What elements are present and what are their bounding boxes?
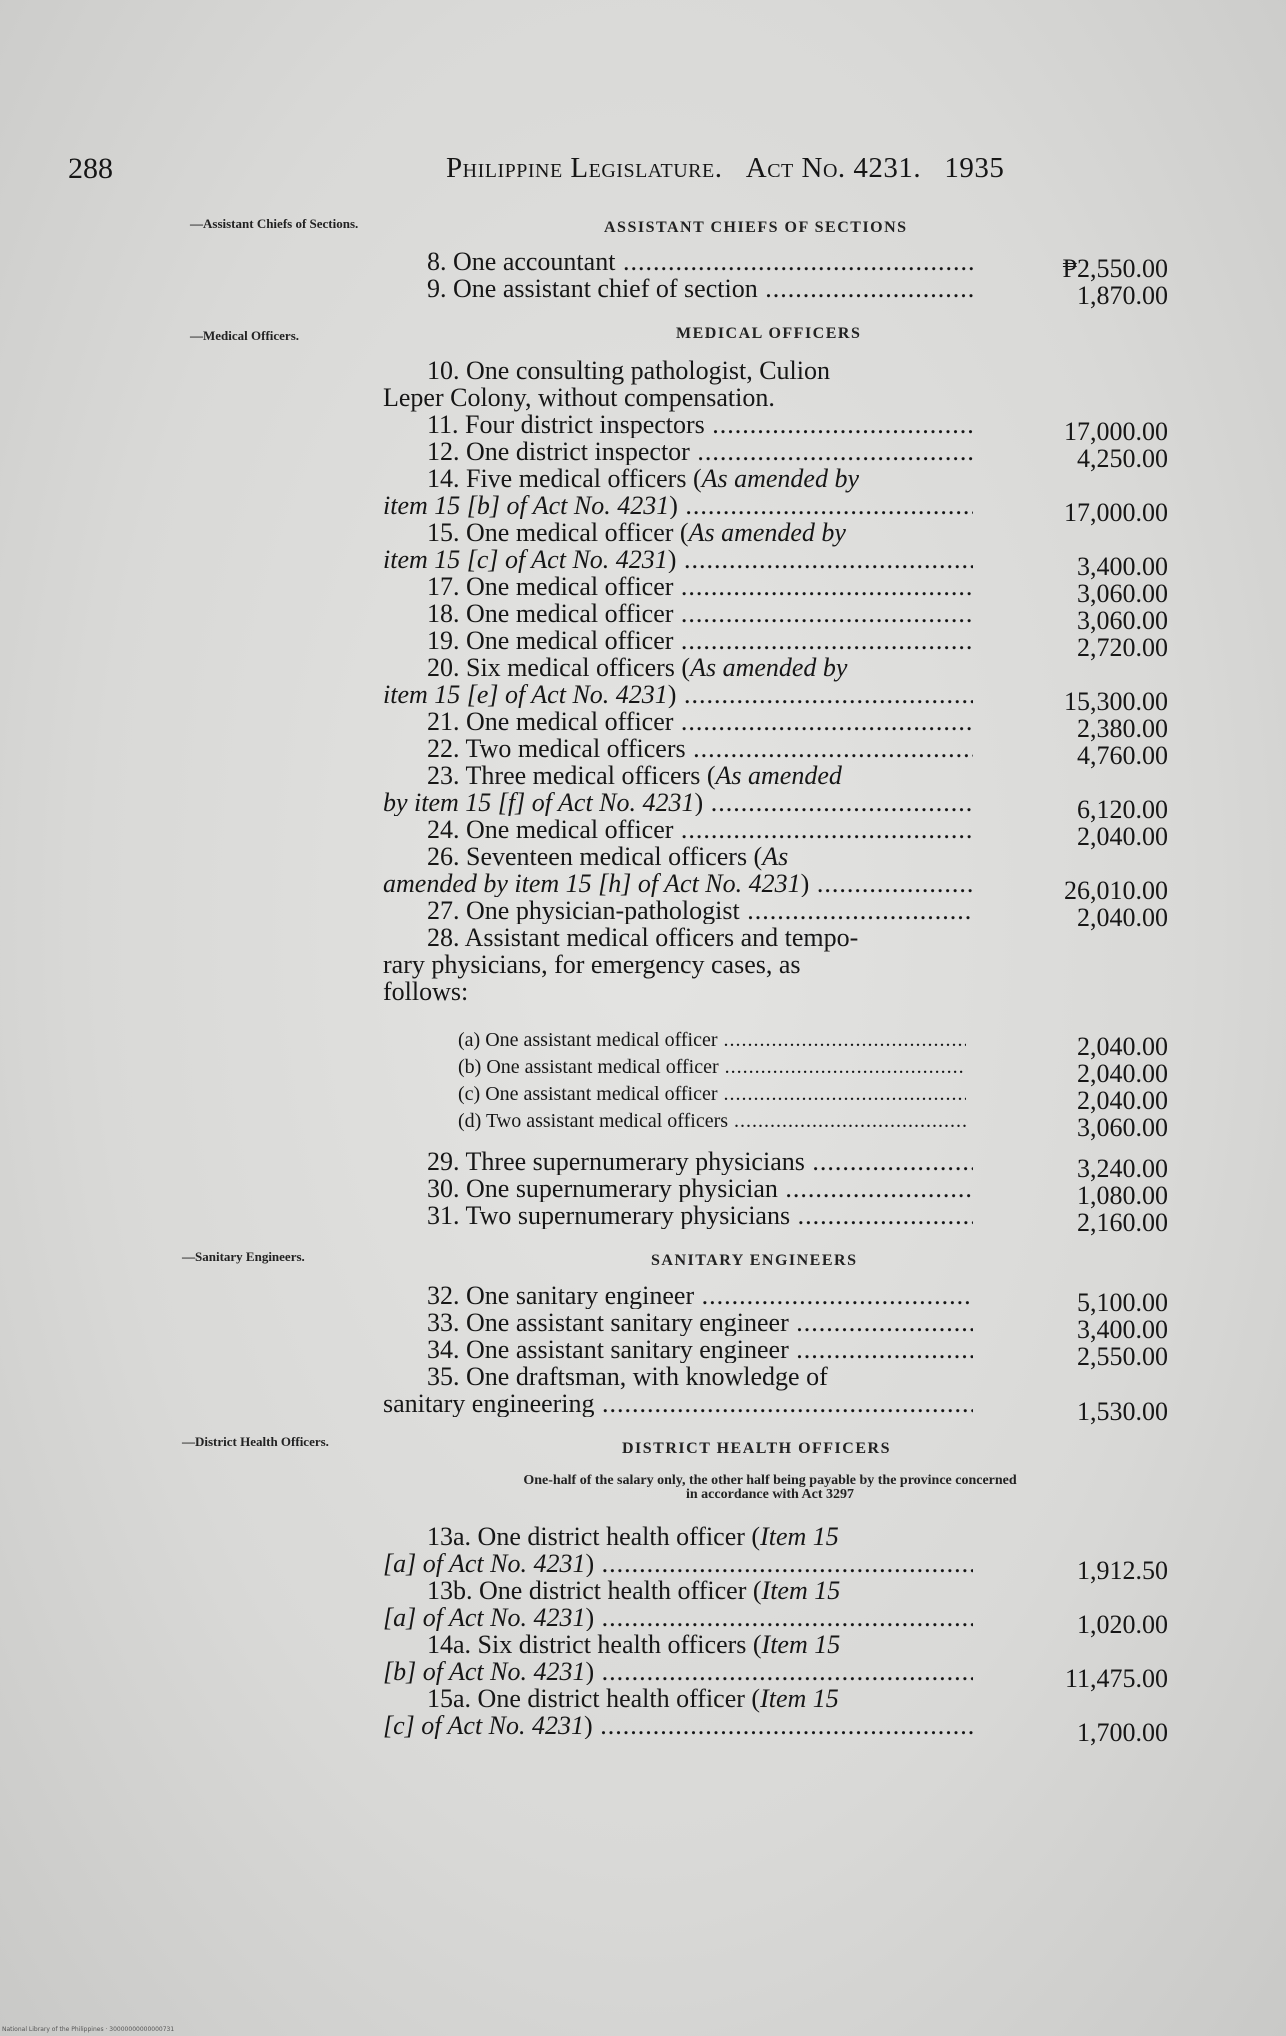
amount-20: 15,300.00 <box>1064 687 1168 716</box>
item-26-line-2: amended by item 15 [h] of Act No. 4231) ..... <box>383 870 973 897</box>
amount-13b: 1,020.00 <box>1077 1610 1168 1639</box>
item-10-line-1: 10. One consulting pathologist, Culion <box>427 356 830 385</box>
margin-note-medical-officers: —Medical Officers. <box>190 328 300 343</box>
item-23-line-2: by item 15 [f] of Act No. 4231) ..... <box>383 789 973 816</box>
amount-sub-d: 3,060.00 <box>1077 1113 1168 1142</box>
item-15-line-2: item 15 [c] of Act No. 4231) ..... <box>383 546 973 573</box>
item-22: 22. Two medical officers ..... <box>427 735 973 762</box>
item-34: 34. One assistant sanitary engineer ..... <box>427 1336 973 1363</box>
item-18: 18. One medical officer ..... <box>427 600 973 627</box>
amount-sub-b: 2,040.00 <box>1077 1059 1168 1088</box>
item-19: 19. One medical officer ..... <box>427 627 973 654</box>
amount-29: 3,240.00 <box>1077 1154 1168 1183</box>
margin-note-assistant-chiefs: —Assistant Chiefs of Sections. <box>190 216 359 231</box>
page-number: 288 <box>68 152 113 185</box>
sub-item-a: (a) One assistant medical officer ..... <box>458 1029 966 1052</box>
amount-34: 2,550.00 <box>1077 1342 1168 1371</box>
salary-note-line-2: in accordance with Act 3297 <box>686 1487 854 1502</box>
section-head-district-health-officers: DISTRICT HEALTH OFFICERS <box>622 1440 891 1457</box>
amount-8: ₱2,550.00 <box>1062 254 1168 283</box>
item-8: 8. One accountant ..... <box>427 248 973 275</box>
item-17: 17. One medical officer ..... <box>427 573 973 600</box>
running-head <box>446 152 1004 185</box>
amount-sub-c: 2,040.00 <box>1077 1086 1168 1115</box>
library-stamp: National Library of the Philippines · 30000000000000731 <box>2 2026 175 2033</box>
item-33: 33. One assistant sanitary engineer ..... <box>427 1309 973 1336</box>
item-21: 21. One medical officer ..... <box>427 708 973 735</box>
item-14-line-1: 14. Five medical officers (As amended by <box>427 464 860 493</box>
item-15a-line-1: 15a. One district health officer (Item 15 <box>427 1684 839 1713</box>
running-head-act: Act No. 4231. <box>745 152 922 184</box>
item-35-line-2: sanitary engineering ..... <box>383 1390 973 1417</box>
item-14a-line-1: 14a. Six district health officers (Item 15 <box>427 1630 841 1659</box>
item-13a-line-2: [a] of Act No. 4231) ..... <box>383 1550 973 1577</box>
salary-note-line-1: One-half of the salary only, the other half being payable by the province concerned <box>523 1473 1017 1488</box>
amount-sub-a: 2,040.00 <box>1077 1032 1168 1061</box>
amount-30: 1,080.00 <box>1077 1181 1168 1210</box>
item-15a-line-2: [c] of Act No. 4231) ..... <box>383 1712 973 1739</box>
item-28-line-1: 28. Assistant medical officers and tempo- <box>427 923 859 952</box>
item-13a-line-1: 13a. One district health officer (Item 15 <box>427 1522 839 1551</box>
item-30: 30. One supernumerary physician ..... <box>427 1175 973 1202</box>
section-head-assistant-chiefs: ASSISTANT CHIEFS OF SECTIONS <box>604 219 908 236</box>
section-head-sanitary-engineers: SANITARY ENGINEERS <box>651 1252 858 1269</box>
item-11: 11. Four district inspectors ..... <box>427 411 973 438</box>
section-head-medical-officers: MEDICAL OFFICERS <box>676 325 862 342</box>
item-9: 9. One assistant chief of section ..... <box>427 275 973 302</box>
amount-22: 4,760.00 <box>1077 741 1168 770</box>
item-14a-line-2: [b] of Act No. 4231) ..... <box>383 1658 973 1685</box>
item-32: 32. One sanitary engineer ..... <box>427 1282 973 1309</box>
amount-18: 3,060.00 <box>1077 606 1168 635</box>
item-31: 31. Two supernumerary physicians ..... <box>427 1202 973 1229</box>
amount-33: 3,400.00 <box>1077 1315 1168 1344</box>
amount-12: 4,250.00 <box>1077 444 1168 473</box>
amount-11: 17,000.00 <box>1064 417 1168 446</box>
item-29: 29. Three supernumerary physicians ..... <box>427 1148 973 1175</box>
amount-13a: 1,912.50 <box>1077 1556 1168 1585</box>
amount-9: 1,870.00 <box>1077 281 1168 310</box>
item-23-line-1: 23. Three medical officers (As amended <box>427 761 842 790</box>
running-head-legislature: Philippine Legislature. <box>446 152 723 184</box>
amount-14: 17,000.00 <box>1064 498 1168 527</box>
item-20-line-2: item 15 [e] of Act No. 4231) ..... <box>383 681 973 708</box>
item-13b-line-2: [a] of Act No. 4231) ..... <box>383 1604 973 1631</box>
sub-item-d: (d) Two assistant medical officers ..... <box>458 1110 966 1133</box>
amount-24: 2,040.00 <box>1077 822 1168 851</box>
item-20-line-1: 20. Six medical officers (As amended by <box>427 653 848 682</box>
item-12: 12. One district inspector ..... <box>427 438 973 465</box>
amount-17: 3,060.00 <box>1077 579 1168 608</box>
sub-item-c: (c) One assistant medical officer ..... <box>458 1083 966 1106</box>
item-27: 27. One physician-pathologist ..... <box>427 897 973 924</box>
amount-35: 1,530.00 <box>1077 1397 1168 1426</box>
amount-23: 6,120.00 <box>1077 795 1168 824</box>
amount-31: 2,160.00 <box>1077 1208 1168 1237</box>
margin-note-sanitary-engineers: —Sanitary Engineers. <box>182 1249 305 1264</box>
item-10-line-2: Leper Colony, without compensation. <box>383 383 775 412</box>
item-26-line-1: 26. Seventeen medical officers (As <box>427 842 789 871</box>
item-14-line-2: item 15 [b] of Act No. 4231) ..... <box>383 492 973 519</box>
amount-15a: 1,700.00 <box>1077 1718 1168 1747</box>
amount-19: 2,720.00 <box>1077 633 1168 662</box>
amount-32: 5,100.00 <box>1077 1288 1168 1317</box>
margin-note-district-health-officers: —District Health Officers. <box>182 1434 329 1449</box>
amount-21: 2,380.00 <box>1077 714 1168 743</box>
item-28-line-2: rary physicians, for emergency cases, as <box>383 950 801 979</box>
item-13b-line-1: 13b. One district health officer (Item 15 <box>427 1576 841 1605</box>
sub-item-b: (b) One assistant medical officer ..... <box>458 1056 966 1079</box>
running-head-year: 1935 <box>944 152 1005 184</box>
item-15-line-1: 15. One medical officer (As amended by <box>427 518 846 547</box>
amount-14a: 11,475.00 <box>1064 1664 1168 1693</box>
item-35-line-1: 35. One draftsman, with knowledge of <box>427 1362 828 1391</box>
amount-15: 3,400.00 <box>1077 552 1168 581</box>
amount-27: 2,040.00 <box>1077 903 1168 932</box>
item-28-line-3: follows: <box>383 977 469 1006</box>
item-24: 24. One medical officer ..... <box>427 816 973 843</box>
amount-26: 26,010.00 <box>1064 876 1168 905</box>
